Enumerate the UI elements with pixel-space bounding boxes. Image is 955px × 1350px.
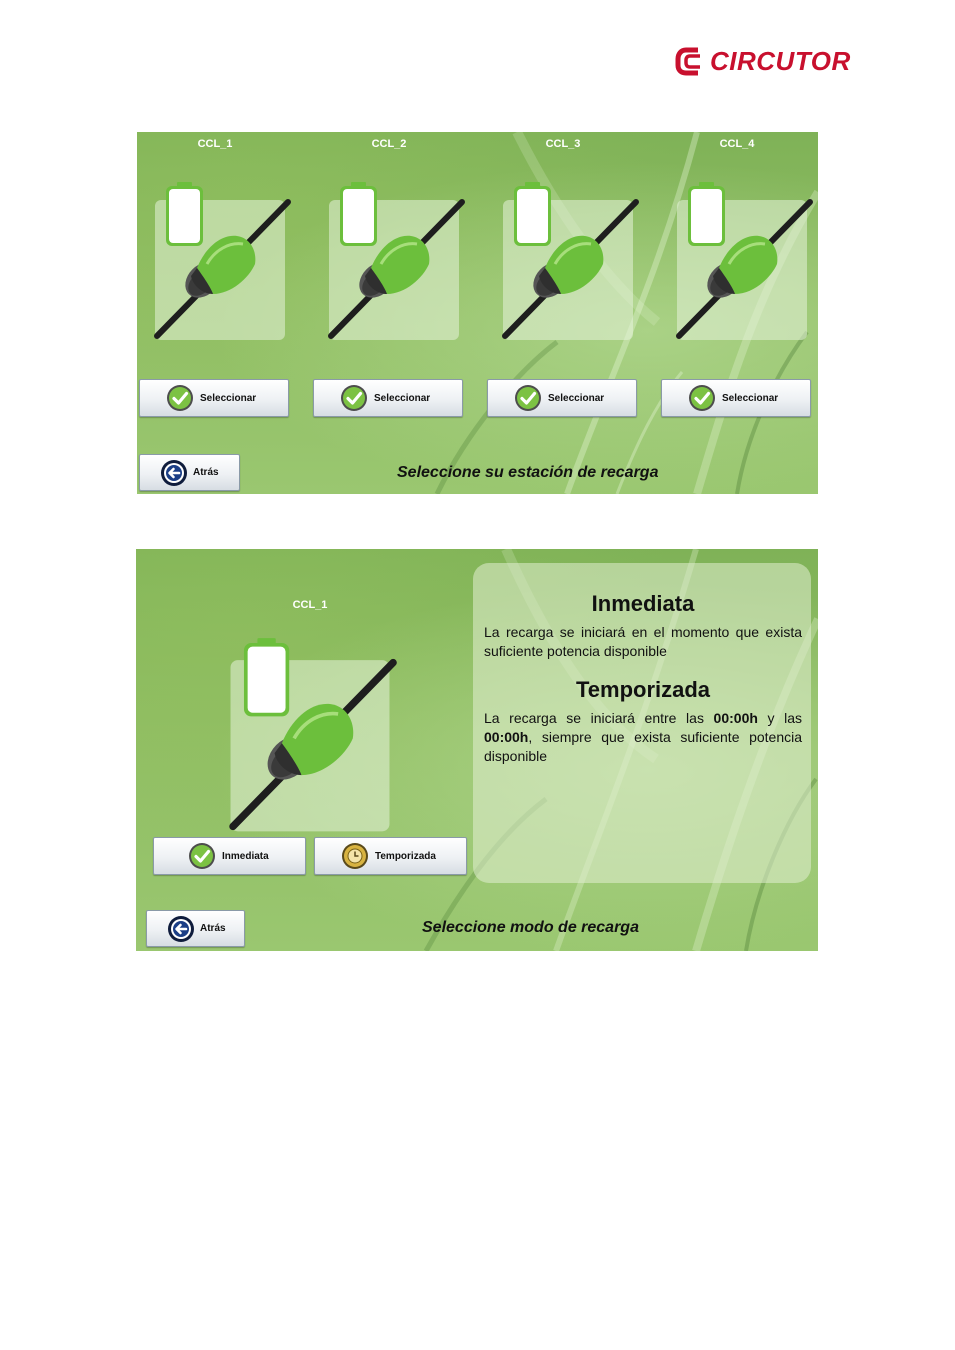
instruction-text: Seleccione su estación de recarga (397, 464, 659, 481)
back-button[interactable] (146, 910, 245, 947)
instruction-text: Seleccione modo de recarga (422, 919, 639, 936)
station-panel-4[interactable] (667, 168, 817, 343)
charge-mode-info-panel (473, 563, 811, 883)
check-icon (688, 384, 716, 412)
timed-end-time: 00:00h (484, 729, 529, 745)
station-label-4: CCL_4 (719, 138, 755, 150)
station-panel-3[interactable] (493, 168, 643, 343)
back-label: Atrás (193, 467, 219, 478)
circutor-logo-icon (674, 44, 708, 78)
check-icon (188, 842, 216, 870)
select-station-1-button[interactable] (139, 379, 289, 417)
select-station-4-button[interactable] (661, 379, 811, 417)
station-panel-1[interactable] (145, 168, 295, 343)
logo-text: CIRCUTOR (710, 46, 851, 76)
station-panel (218, 621, 402, 835)
plug-icon (319, 168, 469, 343)
select-station-2-button[interactable] (313, 379, 463, 417)
button-label: Inmediata (222, 850, 269, 862)
plug-icon (493, 168, 643, 343)
station-label-2: CCL_2 (371, 138, 407, 150)
check-icon (340, 384, 368, 412)
circutor-logo (674, 44, 851, 78)
button-label: Seleccionar (548, 392, 605, 404)
check-icon (514, 384, 542, 412)
immediate-title: Inmediata (591, 591, 695, 616)
timed-mode-button[interactable] (314, 837, 467, 875)
station-select-screen (137, 132, 818, 494)
station-label-3: CCL_3 (545, 138, 581, 150)
station-label: CCL_1 (292, 599, 328, 611)
select-station-3-button[interactable] (487, 379, 637, 417)
charge-mode-screen (136, 549, 818, 951)
back-label: Atrás (200, 923, 226, 934)
button-label: Temporizada (375, 850, 436, 862)
station-panel-2[interactable] (319, 168, 469, 343)
plug-icon (667, 168, 817, 343)
timed-start-time: 00:00h (713, 710, 758, 726)
clock-icon (341, 842, 369, 870)
immediate-description: La recarga se iniciará en el momento que exista suficiente potencia disponible (484, 624, 802, 659)
button-label: Seleccionar (722, 392, 779, 404)
check-icon (166, 384, 194, 412)
button-label: Seleccionar (374, 392, 431, 404)
timed-description: La recarga se iniciará entre las 00:00h y las 00:00h, siempre que exista suficiente potencia disponible (484, 710, 802, 764)
station-label-1: CCL_1 (197, 138, 233, 150)
back-arrow-icon (167, 915, 195, 943)
plug-icon (145, 168, 295, 343)
back-button[interactable] (139, 454, 240, 491)
plug-icon (218, 621, 402, 835)
immediate-mode-button[interactable] (153, 837, 306, 875)
button-label: Seleccionar (200, 392, 257, 404)
timed-title: Temporizada (575, 677, 711, 702)
back-arrow-icon (160, 459, 188, 487)
